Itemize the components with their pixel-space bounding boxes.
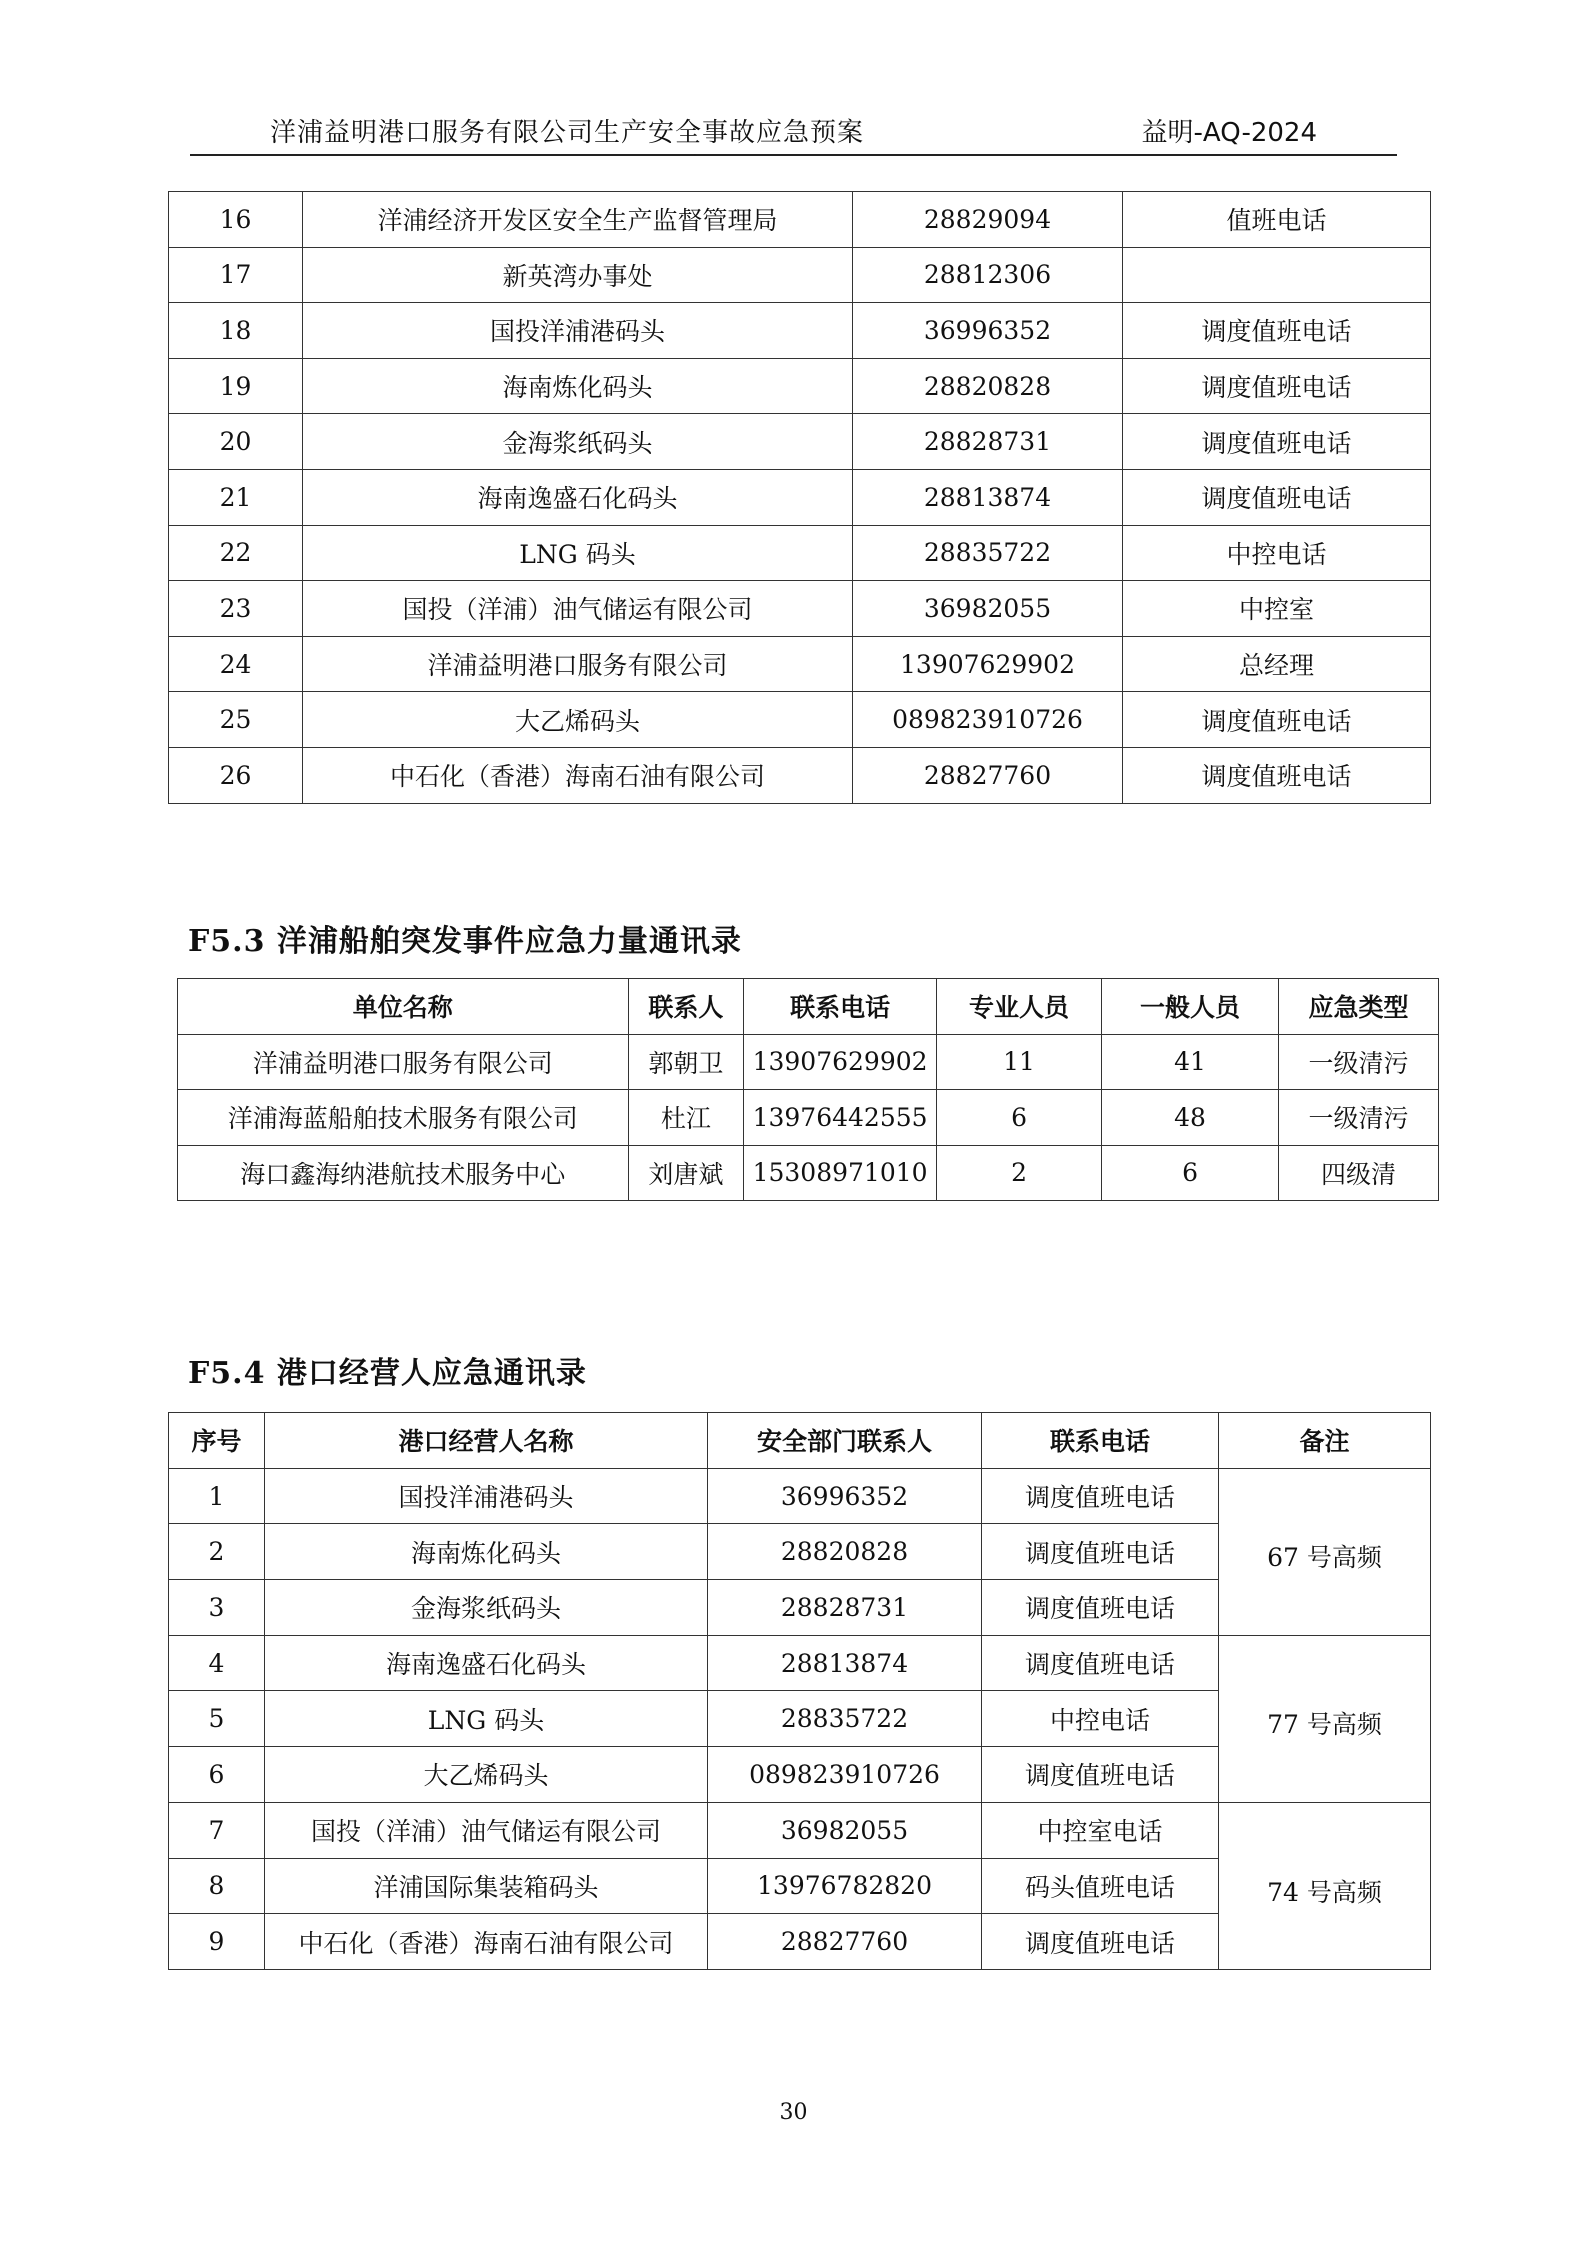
row-number: 1	[169, 1468, 265, 1524]
phone-number: 28829094	[853, 192, 1123, 248]
phone-number: 调度值班电话	[982, 1914, 1219, 1970]
table-row	[169, 414, 1431, 470]
col-header-general: 一般人员	[1102, 979, 1279, 1035]
phone-number: 28820828	[853, 358, 1123, 414]
remark: 67 号高频	[1267, 1543, 1382, 1573]
phone-number: 28813874	[853, 469, 1123, 525]
table-row	[169, 692, 1431, 748]
organization-name: 洋浦经济开发区安全生产监督管理局	[303, 192, 853, 248]
table-header-row	[178, 979, 1439, 1035]
col-header-operator: 港口经营人名称	[265, 1413, 708, 1469]
row-number: 3	[169, 1580, 265, 1636]
note: 调度值班电话	[1123, 747, 1431, 803]
unit-name: 洋浦益明港口服务有限公司	[178, 1034, 629, 1090]
note: 调度值班电话	[1123, 303, 1431, 359]
phone-number: 28828731	[853, 414, 1123, 470]
note: 调度值班电话	[1123, 414, 1431, 470]
table-row	[169, 525, 1431, 581]
organization-name: 国投（洋浦）油气储运有限公司	[303, 581, 853, 637]
table-row	[178, 1034, 1439, 1090]
row-number: 8	[169, 1858, 265, 1914]
table-row	[169, 469, 1431, 525]
phone-number: 调度值班电话	[982, 1524, 1219, 1580]
operator-name: 海南炼化码头	[265, 1524, 708, 1580]
note: 中控电话	[1123, 525, 1431, 581]
row-number: 18	[169, 303, 303, 359]
row-number: 16	[169, 192, 303, 248]
col-header-phone: 联系电话	[982, 1413, 1219, 1469]
emergency-type: 四级清	[1278, 1145, 1438, 1201]
general-staff: 41	[1102, 1034, 1279, 1090]
col-header-no: 序号	[169, 1413, 265, 1469]
safety-contact: 28820828	[708, 1524, 982, 1580]
general-staff: 48	[1102, 1090, 1279, 1146]
operator-name: 洋浦国际集装箱码头	[265, 1858, 708, 1914]
phone-number: 28812306	[853, 247, 1123, 303]
table-header-row	[169, 1413, 1431, 1469]
table-row	[169, 192, 1431, 248]
contact-person: 郭朝卫	[628, 1034, 744, 1090]
phone-number: 28835722	[853, 525, 1123, 581]
row-number: 24	[169, 636, 303, 692]
row-number: 23	[169, 581, 303, 637]
organization-name: 海南逸盛石化码头	[303, 469, 853, 525]
phone-number: 36996352	[853, 303, 1123, 359]
col-header-unit: 单位名称	[178, 979, 629, 1035]
col-header-professional: 专业人员	[936, 979, 1101, 1035]
row-number: 6	[169, 1747, 265, 1803]
organization-name: 国投洋浦港码头	[303, 303, 853, 359]
unit-name: 海口鑫海纳港航技术服务中心	[178, 1145, 629, 1201]
phone-number: 中控室电话	[982, 1802, 1219, 1858]
row-number: 19	[169, 358, 303, 414]
document-title: 洋浦益明港口服务有限公司生产安全事故应急预案	[270, 118, 865, 148]
safety-contact: 28827760	[708, 1914, 982, 1970]
remark-group	[1219, 1468, 1431, 1635]
table-row	[169, 358, 1431, 414]
row-number: 5	[169, 1691, 265, 1747]
operator-name: 国投洋浦港码头	[265, 1468, 708, 1524]
page-header	[190, 110, 1397, 156]
note: 值班电话	[1123, 192, 1431, 248]
remark-spacer	[1219, 1636, 1430, 1691]
note: 中控室	[1123, 581, 1431, 637]
phone-number: 28827760	[853, 747, 1123, 803]
safety-contact: 089823910726	[708, 1747, 982, 1803]
note: 调度值班电话	[1123, 469, 1431, 525]
row-number: 21	[169, 469, 303, 525]
unit-name: 洋浦海蓝船舶技术服务有限公司	[178, 1090, 629, 1146]
remark-spacer	[1219, 1803, 1430, 1858]
row-number: 2	[169, 1524, 265, 1580]
note: 调度值班电话	[1123, 692, 1431, 748]
remark-spacer	[1219, 1469, 1430, 1524]
operator-name: 大乙烯码头	[265, 1747, 708, 1803]
phone-number: 13907629902	[744, 1034, 937, 1090]
emergency-type: 一级清污	[1278, 1034, 1438, 1090]
remark-group	[1219, 1635, 1431, 1802]
phone-number: 13907629902	[853, 636, 1123, 692]
contact-table-continued	[168, 191, 1431, 804]
remark-group	[1219, 1802, 1431, 1969]
col-header-type: 应急类型	[1278, 979, 1438, 1035]
professional-staff: 6	[936, 1090, 1101, 1146]
row-number: 26	[169, 747, 303, 803]
phone-number: 调度值班电话	[982, 1468, 1219, 1524]
page-number: 30	[779, 2100, 808, 2125]
table-row	[169, 1802, 1431, 1858]
safety-contact: 36996352	[708, 1468, 982, 1524]
organization-name: 金海浆纸码头	[303, 414, 853, 470]
table-row	[169, 581, 1431, 637]
phone-number: 089823910726	[853, 692, 1123, 748]
row-number: 7	[169, 1802, 265, 1858]
operator-name: LNG 码头	[265, 1691, 708, 1747]
row-number: 20	[169, 414, 303, 470]
phone-number: 13976442555	[744, 1090, 937, 1146]
phone-number: 中控电话	[982, 1691, 1219, 1747]
table-row	[169, 1635, 1431, 1691]
contact-person: 杜江	[628, 1090, 744, 1146]
safety-contact: 28813874	[708, 1635, 982, 1691]
table-row	[169, 636, 1431, 692]
section-title-f53: F5.3 洋浦船舶突发事件应急力量通讯录	[188, 924, 742, 959]
port-operator-table	[168, 1412, 1431, 1970]
remark: 77 号高频	[1267, 1710, 1382, 1740]
phone-number: 36982055	[853, 581, 1123, 637]
remark-spacer	[1219, 1578, 1430, 1633]
document-code: 益明-AQ-2024	[1141, 118, 1317, 148]
phone-number: 调度值班电话	[982, 1635, 1219, 1691]
row-number: 25	[169, 692, 303, 748]
phone-number: 15308971010	[744, 1145, 937, 1201]
phone-number: 调度值班电话	[982, 1747, 1219, 1803]
operator-name: 金海浆纸码头	[265, 1580, 708, 1636]
remark-spacer	[1219, 1745, 1430, 1800]
operator-name: 中石化（香港）海南石油有限公司	[265, 1914, 708, 1970]
organization-name: LNG 码头	[303, 525, 853, 581]
note	[1123, 247, 1431, 303]
organization-name: 洋浦益明港口服务有限公司	[303, 636, 853, 692]
remark-spacer	[1219, 1912, 1430, 1967]
professional-staff: 11	[936, 1034, 1101, 1090]
table-row	[169, 747, 1431, 803]
safety-contact: 28828731	[708, 1580, 982, 1636]
safety-contact: 13976782820	[708, 1858, 982, 1914]
table-row	[169, 1468, 1431, 1524]
operator-name: 国投（洋浦）油气储运有限公司	[265, 1802, 708, 1858]
professional-staff: 2	[936, 1145, 1101, 1201]
row-number: 22	[169, 525, 303, 581]
phone-number: 码头值班电话	[982, 1858, 1219, 1914]
operator-name: 海南逸盛石化码头	[265, 1635, 708, 1691]
row-number: 9	[169, 1914, 265, 1970]
note: 调度值班电话	[1123, 358, 1431, 414]
table-row	[178, 1090, 1439, 1146]
table-row	[169, 303, 1431, 359]
note: 总经理	[1123, 636, 1431, 692]
col-header-safety-contact: 安全部门联系人	[708, 1413, 982, 1469]
safety-contact: 36982055	[708, 1802, 982, 1858]
emergency-type: 一级清污	[1278, 1090, 1438, 1146]
remark: 74 号高频	[1267, 1877, 1382, 1907]
organization-name: 新英湾办事处	[303, 247, 853, 303]
col-header-phone: 联系电话	[744, 979, 937, 1035]
general-staff: 6	[1102, 1145, 1279, 1201]
organization-name: 中石化（香港）海南石油有限公司	[303, 747, 853, 803]
table-row	[169, 247, 1431, 303]
organization-name: 大乙烯码头	[303, 692, 853, 748]
section-title-f54: F5.4 港口经营人应急通讯录	[188, 1356, 587, 1391]
contact-person: 刘唐斌	[628, 1145, 744, 1201]
organization-name: 海南炼化码头	[303, 358, 853, 414]
phone-number: 调度值班电话	[982, 1580, 1219, 1636]
row-number: 17	[169, 247, 303, 303]
col-header-contact: 联系人	[628, 979, 744, 1035]
row-number: 4	[169, 1635, 265, 1691]
emergency-force-table	[177, 978, 1439, 1201]
col-header-remark: 备注	[1219, 1413, 1431, 1469]
safety-contact: 28835722	[708, 1691, 982, 1747]
table-row	[178, 1145, 1439, 1201]
